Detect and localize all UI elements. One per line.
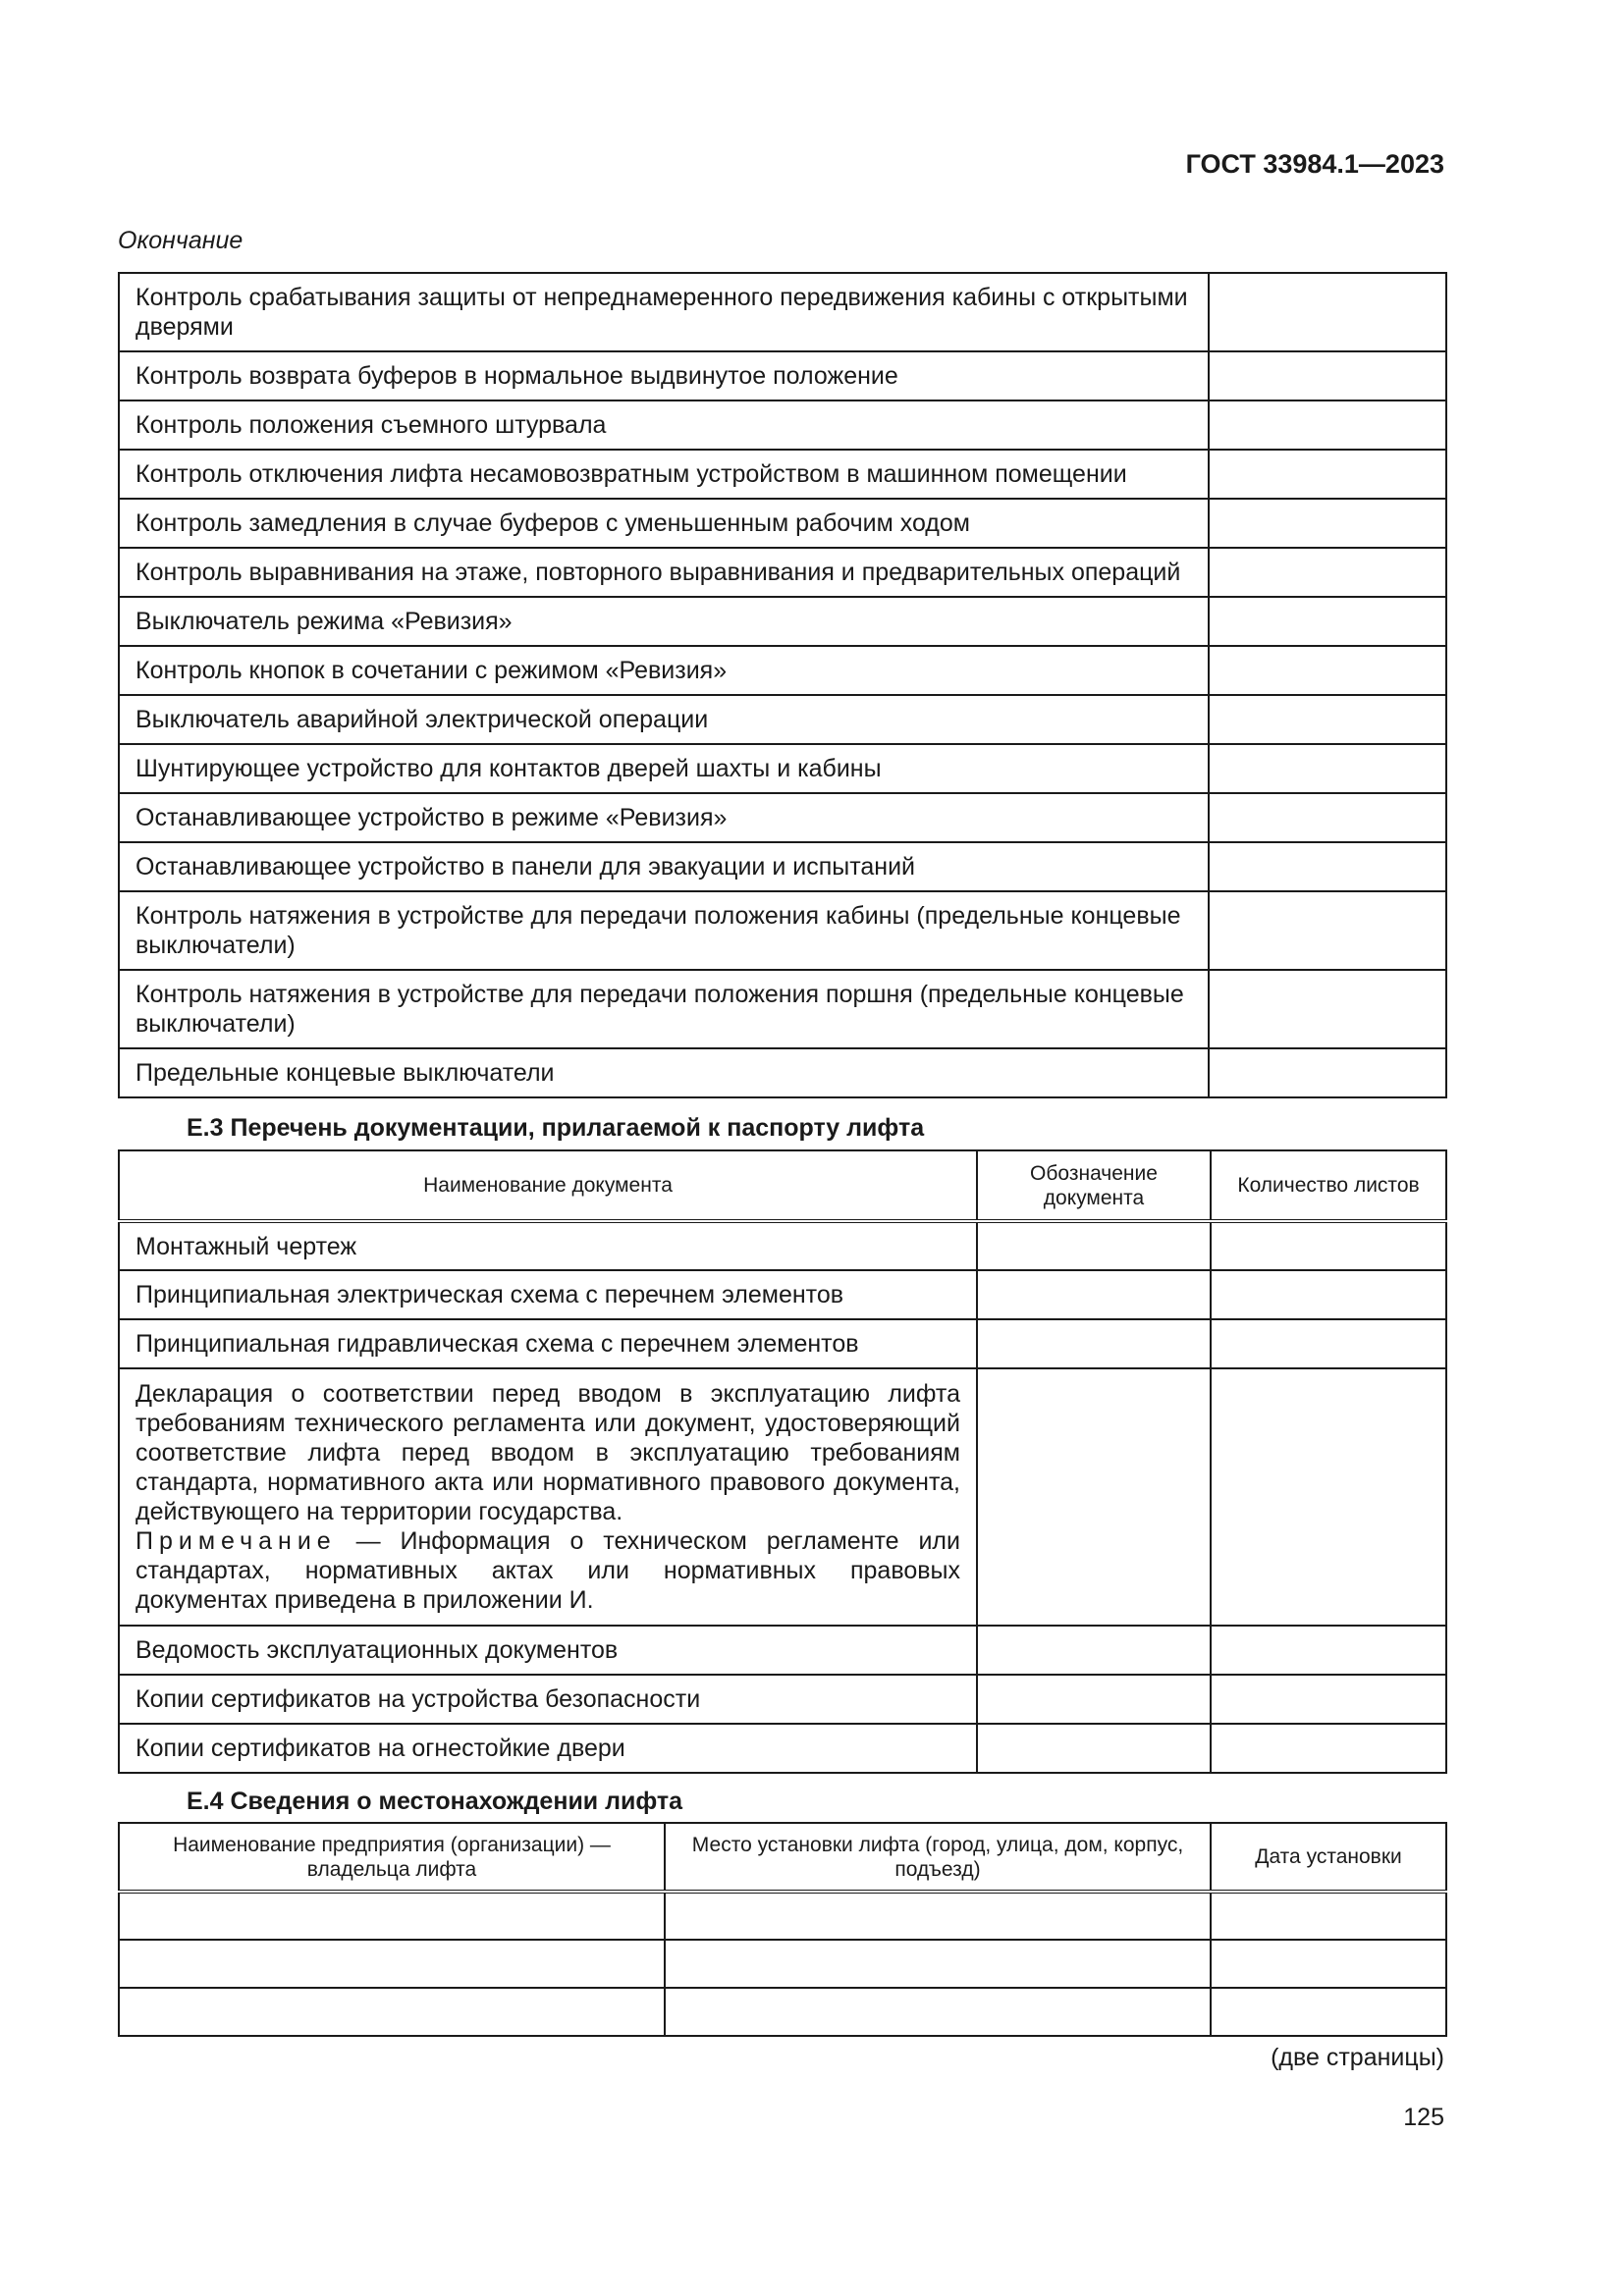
table-row bbox=[119, 1892, 1446, 1940]
empty-cell bbox=[1211, 1988, 1446, 2036]
note-label: Примечание bbox=[135, 1527, 337, 1555]
note bbox=[135, 1526, 960, 1615]
empty-cell bbox=[119, 1940, 665, 1988]
table-row bbox=[119, 1988, 1446, 2036]
table-row bbox=[119, 1368, 1446, 1626]
column-header: Место установки лифта (город, улица, дом, корпус, подъезд) bbox=[665, 1823, 1211, 1892]
table-row bbox=[119, 548, 1446, 597]
table-row bbox=[119, 793, 1446, 842]
empty-cell bbox=[1211, 1940, 1446, 1988]
table-row bbox=[119, 1048, 1446, 1097]
empty-cell bbox=[665, 1940, 1211, 1988]
table-row bbox=[119, 970, 1446, 1048]
table-row bbox=[119, 400, 1446, 450]
column-header: Наименование предприятия (организации) — владельца лифта bbox=[119, 1823, 665, 1892]
document-name: Ведомость эксплуатационных документов bbox=[119, 1626, 977, 1675]
empty-cell bbox=[665, 1988, 1211, 2036]
empty-cell bbox=[1209, 400, 1446, 450]
empty-cell bbox=[977, 1724, 1211, 1773]
empty-cell bbox=[1211, 1221, 1446, 1270]
page-number: 125 bbox=[1403, 2104, 1444, 2131]
table-row bbox=[119, 646, 1446, 695]
empty-cell bbox=[977, 1368, 1211, 1626]
empty-cell bbox=[1209, 793, 1446, 842]
row-label: Контроль замедления в случае буферов с уменьшенным рабочим ходом bbox=[119, 499, 1209, 548]
row-label: Контроль отключения лифта несамовозвратным устройством в машинном помещении bbox=[119, 450, 1209, 499]
empty-cell bbox=[977, 1675, 1211, 1724]
table-row bbox=[119, 891, 1446, 970]
table-row bbox=[119, 1221, 1446, 1270]
standard-designation: ГОСТ 33984.1—2023 bbox=[1185, 149, 1444, 179]
empty-cell bbox=[1209, 351, 1446, 400]
empty-cell bbox=[1209, 548, 1446, 597]
pages-note: (две страницы) bbox=[1271, 2044, 1444, 2071]
row-label: Контроль кнопок в сочетании с режимом «Ревизия» bbox=[119, 646, 1209, 695]
location-table bbox=[118, 1822, 1447, 2037]
empty-cell bbox=[977, 1221, 1211, 1270]
table-row bbox=[119, 842, 1446, 891]
document-name: Принципиальная электрическая схема с перечнем элементов bbox=[119, 1270, 977, 1319]
empty-cell bbox=[1209, 1048, 1446, 1097]
empty-cell bbox=[1209, 450, 1446, 499]
empty-cell bbox=[1209, 273, 1446, 351]
row-label: Останавливающее устройство в панели для эвакуации и испытаний bbox=[119, 842, 1209, 891]
table-row bbox=[119, 450, 1446, 499]
table-row bbox=[119, 597, 1446, 646]
table-row bbox=[119, 1940, 1446, 1988]
empty-cell bbox=[1209, 695, 1446, 744]
row-label: Останавливающее устройство в режиме «Ревизия» bbox=[119, 793, 1209, 842]
empty-cell bbox=[977, 1319, 1211, 1368]
empty-cell bbox=[977, 1270, 1211, 1319]
empty-cell bbox=[665, 1892, 1211, 1940]
section-e3-title: Е.3 Перечень документации, прилагаемой к паспорту лифта bbox=[187, 1114, 925, 1142]
empty-cell bbox=[1209, 744, 1446, 793]
row-label: Выключатель режима «Ревизия» bbox=[119, 597, 1209, 646]
checks-table bbox=[118, 272, 1447, 1098]
row-label: Предельные концевые выключатели bbox=[119, 1048, 1209, 1097]
table-row bbox=[119, 1724, 1446, 1773]
column-header: Наименование документа bbox=[119, 1150, 977, 1221]
empty-cell bbox=[1211, 1892, 1446, 1940]
document-name: Декларация о соответствии перед вводом в эксплуатацию лифта требованиям технического регламента или документ, удостоверяющий соответствие лифта перед вводом в эксплуатацию требованиям стандарта, нормативного акта или нормативного правового документа, действующего на территории государства. bbox=[135, 1380, 960, 1525]
row-label: Контроль положения съемного штурвала bbox=[119, 400, 1209, 450]
empty-cell bbox=[119, 1892, 665, 1940]
empty-cell bbox=[1209, 970, 1446, 1048]
row-label: Контроль срабатывания защиты от непреднамеренного передвижения кабины с открытыми дверями bbox=[119, 273, 1209, 351]
empty-cell bbox=[1209, 499, 1446, 548]
row-label: Контроль натяжения в устройстве для передачи положения кабины (предельные концевые выключатели) bbox=[119, 891, 1209, 970]
table-continuation-caption: Окончание bbox=[118, 227, 244, 254]
empty-cell bbox=[1211, 1724, 1446, 1773]
row-label: Контроль возврата буферов в нормальное выдвинутое положение bbox=[119, 351, 1209, 400]
documentation-table bbox=[118, 1149, 1447, 1774]
document-name: Монтажный чертеж bbox=[119, 1221, 977, 1270]
table-row bbox=[119, 351, 1446, 400]
declaration-cell bbox=[119, 1368, 977, 1626]
table-row bbox=[119, 1270, 1446, 1319]
empty-cell bbox=[1211, 1270, 1446, 1319]
table-row bbox=[119, 1319, 1446, 1368]
empty-cell bbox=[1209, 597, 1446, 646]
row-label: Контроль натяжения в устройстве для передачи положения поршня (предельные концевые выключатели) bbox=[119, 970, 1209, 1048]
empty-cell bbox=[1211, 1675, 1446, 1724]
column-header: Дата установки bbox=[1211, 1823, 1446, 1892]
empty-cell bbox=[119, 1988, 665, 2036]
table-row bbox=[119, 499, 1446, 548]
document-name: Принципиальная гидравлическая схема с перечнем элементов bbox=[119, 1319, 977, 1368]
empty-cell bbox=[1211, 1626, 1446, 1675]
empty-cell bbox=[1209, 891, 1446, 970]
table-header-row bbox=[119, 1150, 1446, 1221]
section-e4-title: Е.4 Сведения о местонахождении лифта bbox=[187, 1788, 683, 1815]
note-text: — Информация о техническом регламенте или стандартах, нормативных актах или нормативных правовых документах приведена в приложении И. bbox=[135, 1527, 960, 1614]
table-row bbox=[119, 273, 1446, 351]
empty-cell bbox=[1209, 842, 1446, 891]
table-row bbox=[119, 1675, 1446, 1724]
empty-cell bbox=[1211, 1319, 1446, 1368]
empty-cell bbox=[1211, 1368, 1446, 1626]
row-label: Шунтирующее устройство для контактов дверей шахты и кабины bbox=[119, 744, 1209, 793]
column-header: Количество листов bbox=[1211, 1150, 1446, 1221]
table-row bbox=[119, 695, 1446, 744]
empty-cell bbox=[1209, 646, 1446, 695]
row-label: Выключатель аварийной электрической операции bbox=[119, 695, 1209, 744]
row-label: Контроль выравнивания на этаже, повторного выравнивания и предварительных операций bbox=[119, 548, 1209, 597]
column-header: Обозначение документа bbox=[977, 1150, 1211, 1221]
table-row bbox=[119, 744, 1446, 793]
document-name: Копии сертификатов на устройства безопасности bbox=[119, 1675, 977, 1724]
table-header-row bbox=[119, 1823, 1446, 1892]
empty-cell bbox=[977, 1626, 1211, 1675]
table-row bbox=[119, 1626, 1446, 1675]
document-name: Копии сертификатов на огнестойкие двери bbox=[119, 1724, 977, 1773]
